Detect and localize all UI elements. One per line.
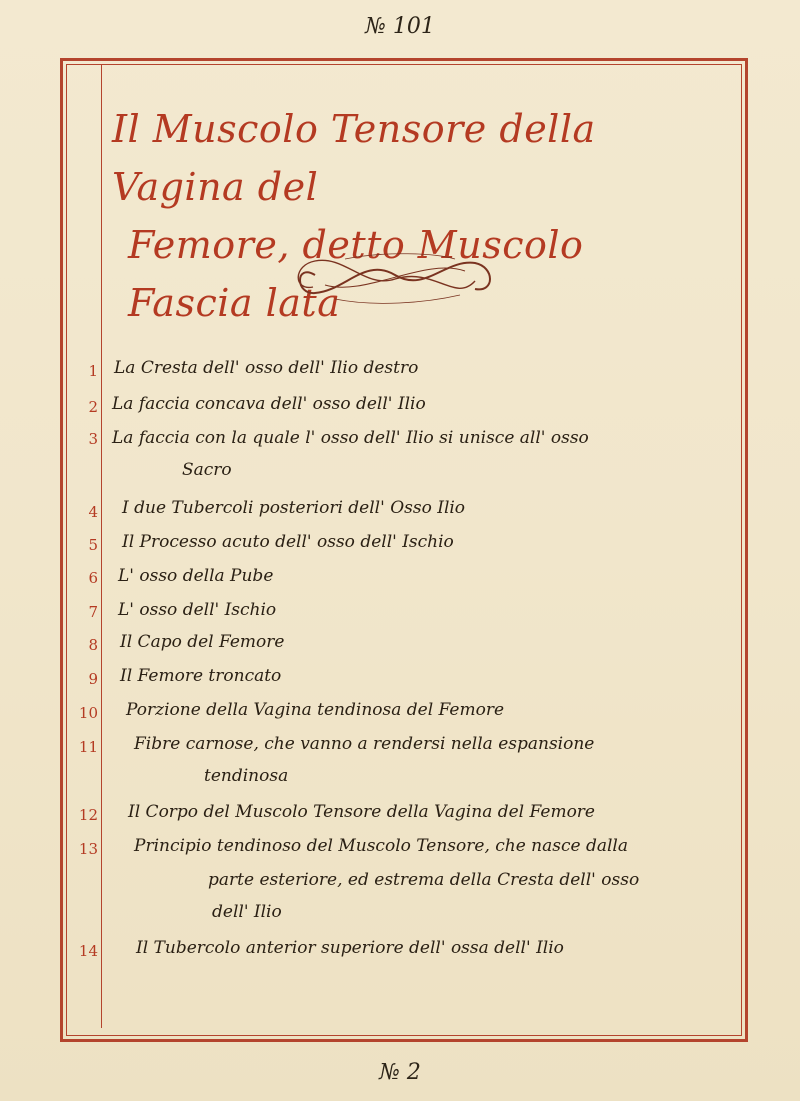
item-text: La faccia concava dell' osso dell' Ilio	[112, 394, 426, 414]
item-text: I due Tubercoli posteriori dell' Osso Ilio	[122, 498, 466, 518]
item-number: 9	[88, 670, 98, 688]
title-line-1: Il Muscolo Tensore della Vagina del	[112, 107, 596, 209]
item-number: 10	[78, 704, 98, 722]
title-line-2: Femore, detto Muscolo Fascia lata	[128, 223, 584, 325]
item-text: Principio tendinoso del Muscolo Tensore, che nasce dalla	[134, 836, 629, 856]
item-text: Il Corpo del Muscolo Tensore della Vagina del Femore	[128, 802, 595, 822]
calligraphic-flourish	[285, 245, 505, 311]
item-number: 4	[88, 503, 98, 521]
page-number: № 101	[365, 14, 435, 39]
item-number: 1	[88, 362, 98, 380]
item-text-continued: dell' Ilio	[212, 902, 282, 922]
item-text-continued: Sacro	[182, 460, 232, 480]
item-text: Porzione della Vagina tendinosa del Femore	[126, 700, 505, 720]
item-text: Il Femore troncato	[120, 666, 282, 686]
item-number: 14	[78, 942, 98, 960]
item-text: Il Capo del Femore	[120, 632, 285, 652]
item-text: La faccia con la quale l' osso dell' Ilio si unisce all' osso	[112, 428, 589, 448]
margin-rule	[101, 64, 102, 1028]
item-number: 12	[78, 806, 98, 824]
item-text-continued: tendinosa	[204, 766, 289, 786]
item-number: 13	[78, 840, 98, 858]
item-number: 7	[88, 603, 98, 621]
signature-mark: № 2	[379, 1060, 421, 1085]
item-text: Il Processo acuto dell' osso dell' Ischio	[122, 532, 454, 552]
item-text: La Cresta dell' osso dell' Ilio destro	[114, 358, 419, 378]
item-number: 2	[88, 398, 98, 416]
item-number: 3	[88, 430, 98, 448]
item-number: 6	[88, 569, 98, 587]
item-text: Fibre carnose, che vanno a rendersi nella espansione	[134, 734, 595, 754]
item-number: 11	[78, 738, 98, 756]
item-text: L' osso della Pube	[118, 566, 274, 586]
item-text-continued: parte esteriore, ed estrema della Cresta dell' osso	[208, 870, 640, 890]
item-number: 8	[88, 636, 98, 654]
item-text: L' osso dell' Ischio	[118, 600, 277, 620]
item-text: Il Tubercolo anterior superiore dell' ossa dell' Ilio	[136, 938, 564, 958]
item-number: 5	[88, 536, 98, 554]
